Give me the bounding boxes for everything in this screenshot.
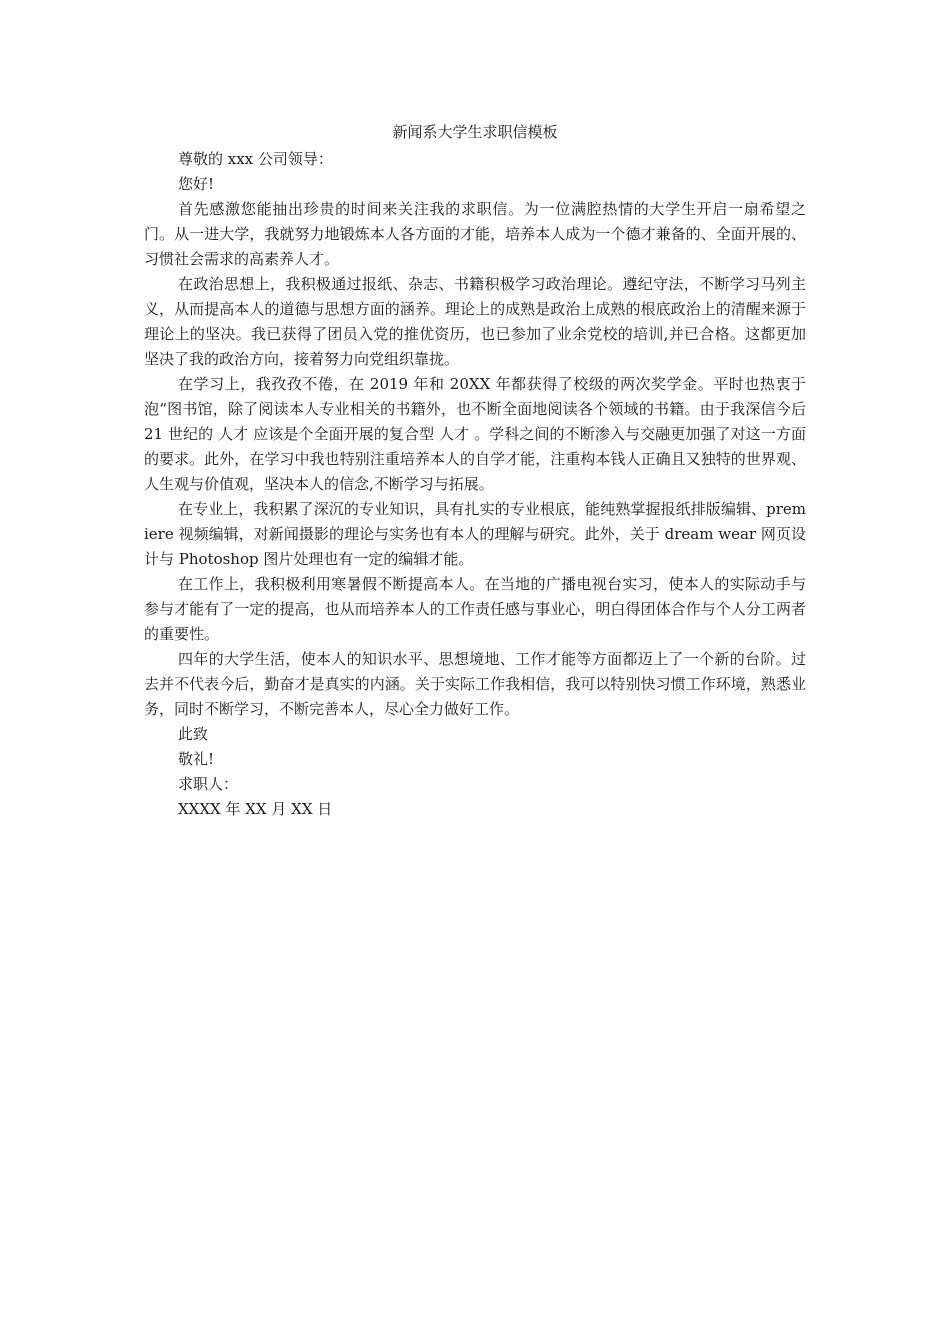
signature-label: 求职人： bbox=[178, 775, 239, 793]
greeting: 您好! bbox=[178, 175, 215, 193]
letter-date: XXXX 年 XX 月 XX 日 bbox=[178, 800, 333, 818]
paragraph-summary: 四年的大学生活，使本人的知识水平、思想境地、工作才能等方面都迈上了一个新的台阶。过去并不代表今后，勤奋才是真实的内涵。关于实际工作我相信，我可以特别快习惯工作环境，熟悉业务，同时不断学习，不断完善本人，尽心全力做好工作。 bbox=[144, 650, 806, 718]
letter-page bbox=[144, 120, 806, 822]
paragraph-intro: 首先感激您能抽出珍贵的时间来关注我的求职信。为一位满腔热情的大学生开启一扇希望之门。从一进大学，我就努力地锻炼本人各方面的才能，培养本人成为一个德才兼备的、全面开展的、习惯社会需求的高素养人才。 bbox=[144, 200, 806, 268]
closing-line-2: 敬礼! bbox=[178, 750, 215, 768]
salutation: 尊敬的 xxx 公司领导： bbox=[178, 150, 333, 168]
paragraph-profession: 在专业上，我积累了深沉的专业知识，具有扎实的专业根底，能纯熟掌握报纸排版编辑、premiere 视频编辑，对新闻摄影的理论与实务也有本人的理解与研究。此外，关于 dream wear 网页设计与 Photoshop 图片处理也有一定的编辑才能。 bbox=[144, 500, 806, 568]
paragraph-politics: 在政治思想上，我积极通过报纸、杂志、书籍积极学习政治理论。遵纪守法，不断学习马列主义，从而提高本人的道德与思想方面的涵养。理论上的成熟是政治上成熟的根底政治上的清醒来源于理论上的坚决。我已获得了团员入党的推优资历，也已参加了业余党校的培训,并已合格。这都更加坚决了我的政治方向，接着努力向党组织靠拢。 bbox=[144, 275, 806, 368]
document-title: 新闻系大学生求职信模板 bbox=[392, 123, 558, 141]
paragraph-work: 在工作上，我积极利用寒暑假不断提高本人。在当地的广播电视台实习，使本人的实际动手与参与才能有了一定的提高，也从而培养本人的工作责任感与事业心，明白得团体合作与个人分工两者的重要性。 bbox=[144, 575, 806, 643]
closing-line-1: 此致 bbox=[178, 725, 209, 743]
paragraph-study: 在学习上，我孜孜不倦，在 2019 年和 20XX 年都获得了校级的两次奖学金。平时也热衷于泡“图书馆，除了阅读本人专业相关的书籍外，也不断全面地阅读各个领域的书籍。由于我深信今后 21 世纪的 人才 应该是个全面开展的复合型 人才 。学科之间的不断渗入与交融更加强了对这一方面的要求。此外，在学习中我也特别注重培养本人的自学才能，注重构本钱人正确且又独特的世界观、人生观与价值观，坚决本人的信念,不断学习与拓展。 bbox=[144, 375, 806, 493]
